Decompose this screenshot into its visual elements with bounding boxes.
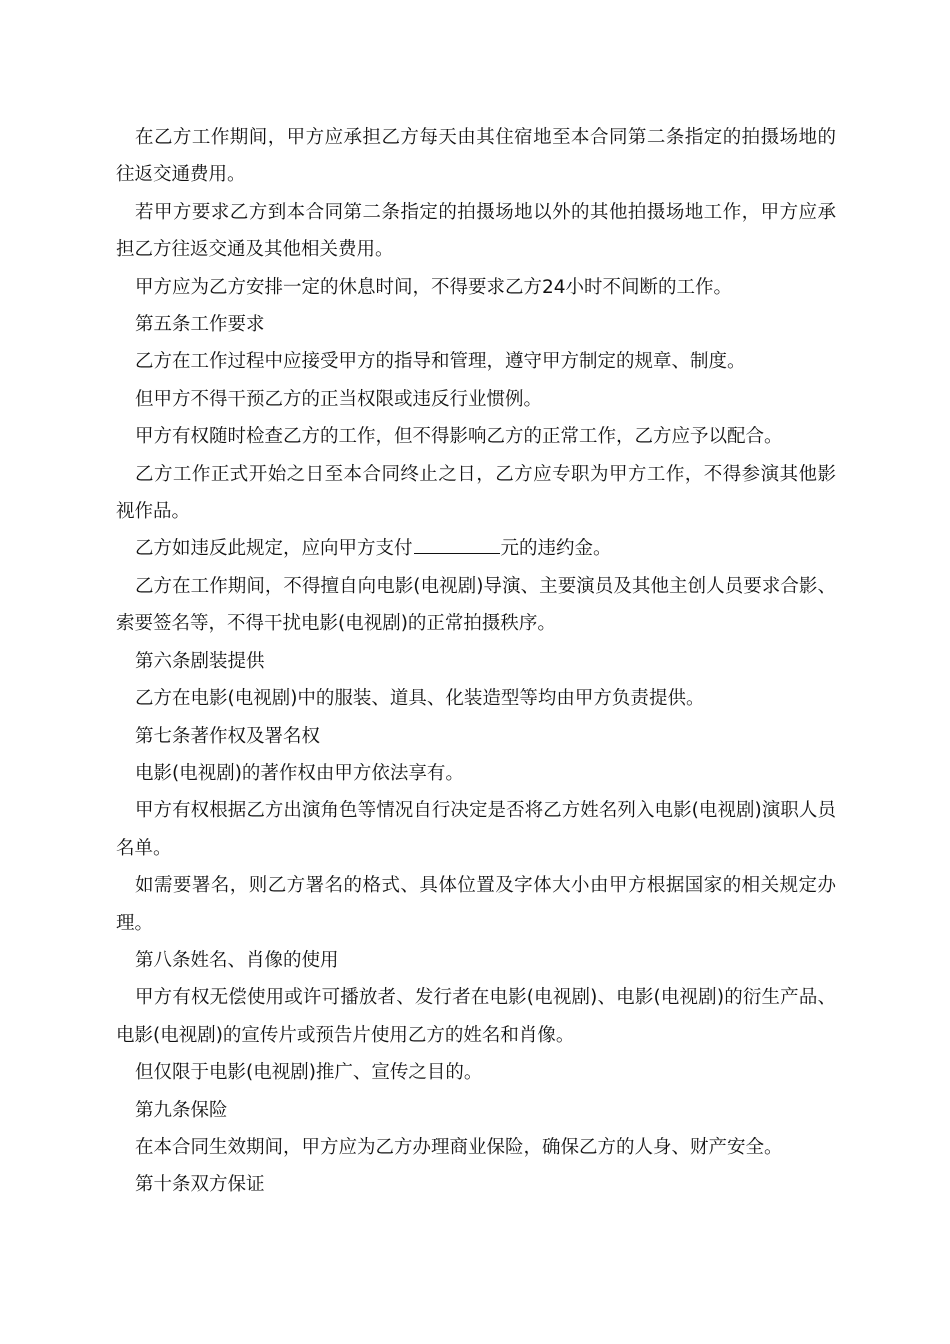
document-body: [116, 119, 836, 1204]
paragraph: 但甲方不得干预乙方的正当权限或违反行业惯例。: [135, 388, 543, 410]
penalty-text-after: 元的违约金。: [500, 538, 612, 560]
section-heading: 第五条工作要求: [135, 314, 265, 336]
paragraph: 电影(电视剧)的著作权由甲方依法享有。: [135, 762, 464, 784]
paragraph: 乙方工作正式开始之日至本合同终止之日，乙方应专职为甲方工作，不得参演其他影视作品。: [116, 463, 836, 523]
paragraph: 乙方在电影(电视剧)中的服装、道具、化装造型等均由甲方负责提供。: [135, 688, 705, 710]
paragraph: 如需要署名，则乙方署名的格式、具体位置及字体大小由甲方根据国家的相关规定办理。: [116, 875, 836, 934]
paragraph: 甲方应为乙方安排一定的休息时间，不得要求乙方24小时不间断的工作。: [135, 276, 733, 298]
section-heading: 第八条姓名、肖像的使用: [135, 949, 339, 971]
paragraph: 甲方有权无偿使用或许可播放者、发行者在电影(电视剧)、电影(电视剧)的衍生产品、电影(电视剧)的宣传片或预告片使用乙方的姓名和肖像。: [116, 987, 836, 1046]
section-heading: 第十条双方保证: [135, 1174, 265, 1196]
paragraph: 甲方有权根据乙方出演角色等情况自行决定是否将乙方姓名列入电影(电视剧)演职人员名单。: [116, 800, 836, 859]
paragraph: 若甲方要求乙方到本合同第二条指定的拍摄场地以外的其他拍摄场地工作，甲方应承担乙方往返交通及其他相关费用。: [116, 201, 836, 261]
paragraph: 甲方有权随时检查乙方的工作，但不得影响乙方的正常工作，乙方应予以配合。: [135, 426, 783, 448]
section-heading: 第九条保险: [135, 1099, 228, 1121]
section-heading: 第七条著作权及署名权: [135, 725, 321, 747]
paragraph: 在乙方工作期间，甲方应承担乙方每天由其住宿地至本合同第二条指定的拍摄场地的往返交通费用。: [116, 127, 836, 186]
paragraph: 在本合同生效期间，甲方应为乙方办理商业保险，确保乙方的人身、财产安全。: [135, 1136, 783, 1158]
paragraph: 但仅限于电影(电视剧)推广、宣传之目的。: [135, 1062, 483, 1084]
paragraph-penalty: [116, 530, 836, 567]
paragraph: 乙方在工作过程中应接受甲方的指导和管理，遵守甲方制定的规章、制度。: [135, 351, 746, 373]
paragraph: 乙方在工作期间，不得擅自向电影(电视剧)导演、主要演员及其他主创人员要求合影、索要签名等，不得干扰电影(电视剧)的正常拍摄秩序。: [116, 575, 836, 635]
section-heading: 第六条剧装提供: [135, 650, 265, 672]
penalty-amount-blank: [414, 535, 500, 554]
penalty-text-before: 乙方如违反此规定，应向甲方支付: [135, 538, 413, 560]
